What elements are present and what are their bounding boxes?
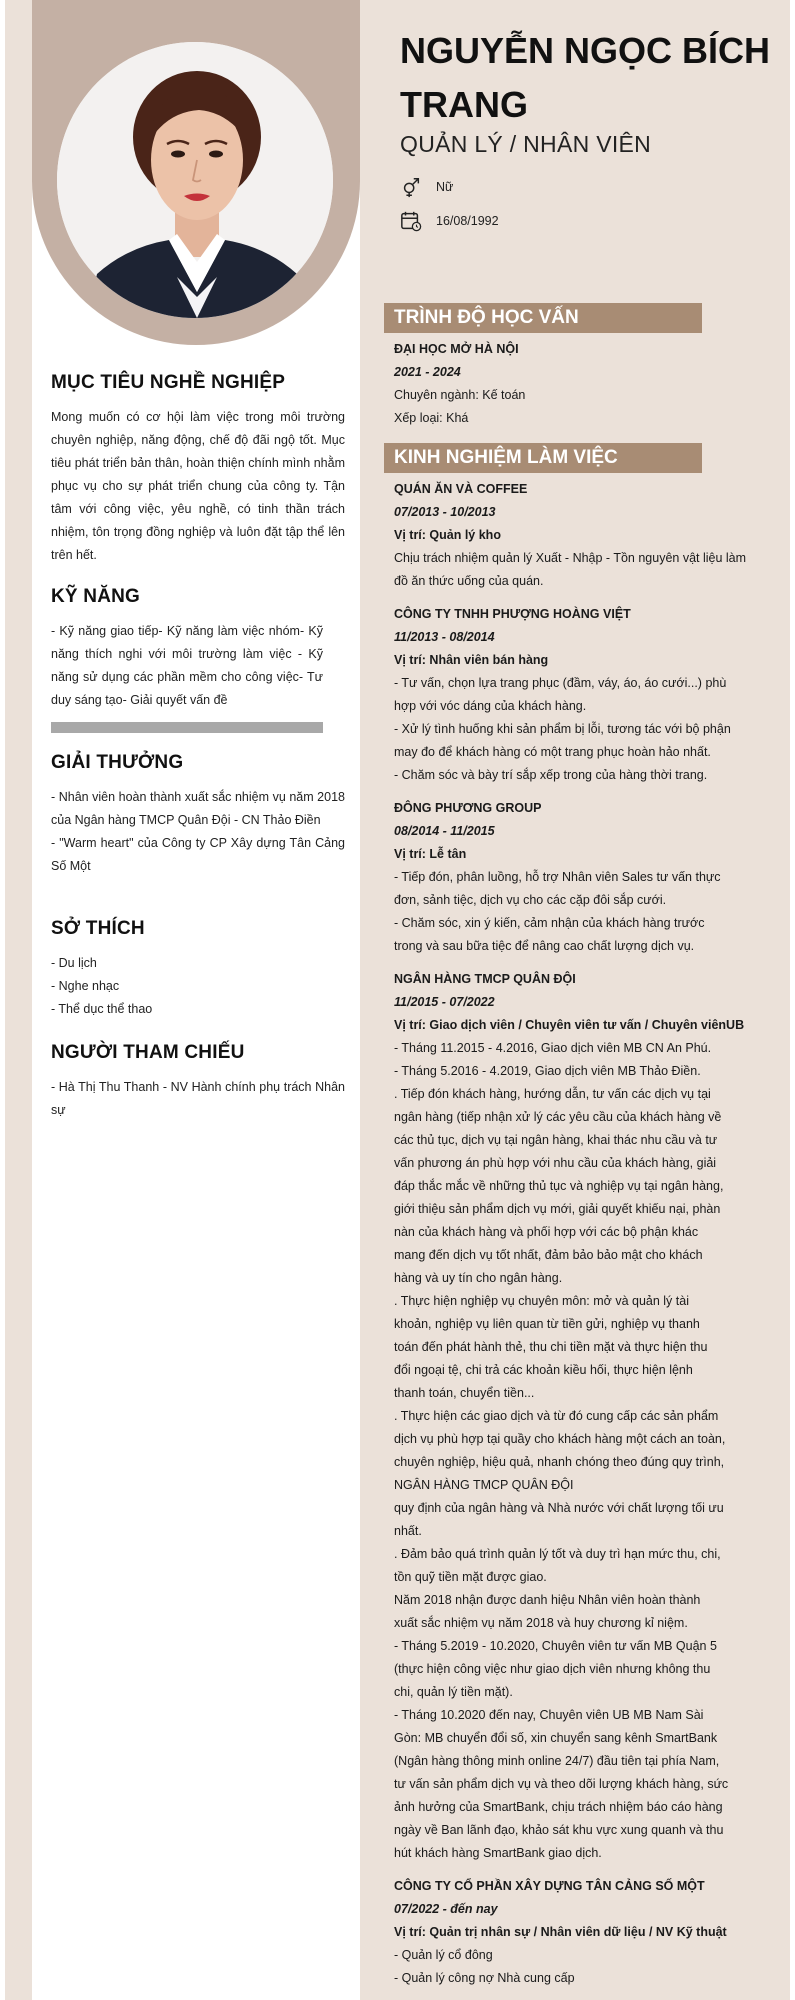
experience-position: Vị trí: Quản trị nhân sự / Nhân viên dữ liệu / NV Kỹ thuật xyxy=(394,1925,727,1939)
experience-detail-line: đơn, sảnh tiệc, dịch vụ cho các cặp đôi sắp cưới. xyxy=(394,893,667,907)
hobby-item: - Du lịch xyxy=(51,956,97,970)
experience-list xyxy=(394,478,764,2000)
experience-period: 11/2013 - 08/2014 xyxy=(394,630,495,644)
education-period: 2021 - 2024 xyxy=(394,365,461,379)
experience-position: Vị trí: Quản lý kho xyxy=(394,528,501,542)
experience-header: KINH NGHIỆM LÀM VIỆC xyxy=(384,443,702,473)
experience-detail-line: - Tiếp đón, phân luồng, hỗ trợ Nhân viên Sales tư vấn thực xyxy=(394,870,721,884)
experience-entry xyxy=(394,478,764,593)
experience-detail-line: ngày về Ban lãnh đạo, khảo sát khu vực xung quanh và thu xyxy=(394,1823,724,1837)
experience-detail-line: Chịu trách nhiệm quản lý Xuất - Nhập - Tồn nguyên vật liệu làm xyxy=(394,551,747,565)
experience-detail-line: may đo để khách hàng có một trang phục hoàn hảo nhất. xyxy=(394,745,711,759)
gender-row xyxy=(400,176,453,198)
portrait-illustration xyxy=(57,42,333,318)
experience-detail-line: - Quản lý công nợ Nhà cung cấp xyxy=(394,1971,575,1985)
left-column xyxy=(32,0,360,2000)
experience-detail-line: - Chăm sóc, xin ý kiến, cảm nhận của khách hàng trước xyxy=(394,916,705,930)
awards-title: GIẢI THƯỞNG xyxy=(51,752,184,773)
experience-detail-line: chi, quản lý tiền mặt). xyxy=(394,1685,513,1699)
experience-detail-line: mang đến dịch vụ tốt nhất, đảm bảo bảo mật cho khách xyxy=(394,1248,703,1262)
experience-position: Vị trí: Lễ tân xyxy=(394,847,467,861)
experience-detail-line: Gòn: MB chuyển đổi số, xin chuyển sang kênh SmartBank xyxy=(394,1731,718,1745)
experience-detail-line: nhất. xyxy=(394,1524,422,1538)
experience-company: QUÁN ĂN VÀ COFFEE xyxy=(394,482,528,496)
experience-detail-line: hút khách hàng SmartBank giao dịch. xyxy=(394,1846,602,1860)
experience-position: Vị trí: Giao dịch viên / Chuyên viên tư vấn / Chuyên viênUB xyxy=(394,1018,745,1032)
hobbies-section xyxy=(51,918,345,1021)
experience-detail-line: các thủ tục, dịch vụ tại ngân hàng, khai thác nhu cầu và tư xyxy=(394,1133,718,1147)
experience-detail-line: chuyên nghiệp, hiệu quả, nhanh chóng theo đúng quy trình, xyxy=(394,1455,725,1469)
experience-detail-line: nàn của khách hàng và phối hợp với các bộ phận khác xyxy=(394,1225,699,1239)
experience-detail-line: đổi ngoại tệ, chi trả các khoản kiều hối, thực hiện lệnh xyxy=(394,1363,693,1377)
experience-detail-line: (thực hiện công việc như giao dịch viên nhưng không thu xyxy=(394,1662,711,1676)
experience-detail-line: hàng và uy tín cho ngân hàng. xyxy=(394,1271,563,1285)
experience-company: NGÂN HÀNG TMCP QUÂN ĐỘI xyxy=(394,972,576,986)
candidate-name: NGUYỄN NGỌC BÍCH TRANG xyxy=(400,30,771,125)
skills-text: - Kỹ năng giao tiếp- Kỹ năng làm việc nhóm- Kỹ năng thích nghi với môi trường làm việc - Kỹ năng sử dụng các phần mềm cho công việc- Tư duy sáng tạo- Giải quyết vấn đề xyxy=(51,624,323,707)
birthdate-value: 16/08/1992 xyxy=(436,214,499,228)
experience-period: 07/2013 - 10/2013 xyxy=(394,505,496,519)
experience-detail-line: ngân hàng (tiếp nhận xử lý các yêu cầu của khách hàng về xyxy=(394,1110,722,1124)
experience-detail-line: . Tiếp đón khách hàng, hướng dẫn, tư vấn các dịch vụ tại xyxy=(394,1087,711,1101)
candidate-role: QUẢN LÝ / NHÂN VIÊN xyxy=(400,131,652,157)
experience-company: CÔNG TY TNHH PHƯỢNG HOÀNG VIỆT xyxy=(394,607,631,621)
page-margin-right xyxy=(790,0,795,2000)
experience-detail-line: toán đến phát hành thẻ, thu chi tiền mặt và thực hiện thu xyxy=(394,1340,708,1354)
birthdate-row xyxy=(400,210,499,232)
experience-detail-line: (Ngân hàng thông minh online 24/7) đầu tiên tại phía Nam, xyxy=(394,1754,720,1768)
experience-detail-line: - Tư vấn, chọn lựa trang phục (đầm, váy, áo, áo cưới...) phù xyxy=(394,676,727,690)
experience-detail-line: - Tháng 5.2016 - 4.2019, Giao dịch viên MB Thảo Điền. xyxy=(394,1064,701,1078)
experience-position: Vị trí: Nhân viên bán hàng xyxy=(394,653,549,667)
skill-level-bar xyxy=(51,722,323,733)
experience-detail-line: . Thực hiện các giao dịch và từ đó cung cấp các sản phẩm xyxy=(394,1409,719,1423)
experience-detail-line: - Chăm sóc và bày trí sắp xếp trong của hàng thời trang. xyxy=(394,768,708,782)
experience-detail-line: - Tháng 5.2019 - 10.2020, Chuyên viên tư vấn MB Quận 5 xyxy=(394,1639,717,1653)
experience-detail-line: xuất sắc nhiệm vụ năm 2018 và huy chương kỉ niệm. xyxy=(394,1616,688,1630)
experience-entry xyxy=(394,603,764,787)
experience-period: 08/2014 - 11/2015 xyxy=(394,824,495,838)
experience-detail-line: . Đảm bảo quá trình quản lý tốt và duy trì hạn mức thu, chi, xyxy=(394,1547,721,1561)
experience-detail-line: - Tháng 11.2015 - 4.2016, Giao dịch viên MB CN An Phú. xyxy=(394,1041,712,1055)
career-objective-text: Mong muốn có cơ hội làm việc trong môi trường chuyên nghiệp, năng động, chế độ đãi ngộ tốt. Mục tiêu phát triển bản thân, hoàn thiện chính mình nhằm phục vụ cho sự phát triển chung của công ty. Tận tâm với công việc, yêu nghề, có tinh thần trách nhiệm, tôn trọng đồng nghiệp và luôn đặt tập thể lên trên hết. xyxy=(51,410,345,562)
experience-detail-line: đáp thắc mắc về những thủ tục và nghiệp vụ tại ngân hàng, xyxy=(394,1179,724,1193)
experience-detail-line: vấn phương án phù hợp với nhu cầu của khách hàng, giải xyxy=(394,1156,717,1170)
experience-period: 11/2015 - 07/2022 xyxy=(394,995,495,1009)
experience-detail-line: hợp với vóc dáng của khách hàng. xyxy=(394,699,587,713)
experience-detail-line: . Thực hiện nghiệp vụ chuyên môn: mở và quản lý tài xyxy=(394,1294,689,1308)
photo-frame xyxy=(32,0,360,345)
education-header: TRÌNH ĐỘ HỌC VẤN xyxy=(384,303,702,333)
skills-section xyxy=(51,586,345,733)
experience-detail-line: đồ ăn thức uống của quán. xyxy=(394,574,544,588)
references-section xyxy=(51,1042,345,1122)
experience-detail-line: - Xử lý tình huống khi sản phẩm bị lỗi, tương tác với bộ phận xyxy=(394,722,731,736)
education-block xyxy=(394,338,764,430)
hobby-item: - Nghe nhạc xyxy=(51,979,120,993)
hobbies-title: SỞ THÍCH xyxy=(51,918,145,939)
education-school: ĐẠI HỌC MỞ HÀ NỘI xyxy=(394,342,519,356)
experience-entry xyxy=(394,968,764,1865)
experience-detail-line: NGÂN HÀNG TMCP QUÂN ĐỘI xyxy=(394,1478,574,1492)
hobby-item: - Thể dục thể thao xyxy=(51,1002,153,1016)
experience-detail-line: - Quản lý cổ đông xyxy=(394,1948,493,1962)
experience-detail-line: thanh toán, chuyển tiền... xyxy=(394,1386,535,1400)
references-title: NGƯỜI THAM CHIẾU xyxy=(51,1042,245,1063)
gender-value: Nữ xyxy=(436,180,454,194)
experience-entry xyxy=(394,1875,764,1990)
experience-detail-line: - Tháng 10.2020 đến nay, Chuyên viên UB MB Nam Sài xyxy=(394,1708,704,1722)
education-grade: Xếp loại: Khá xyxy=(394,411,469,425)
award-item: - Nhân viên hoàn thành xuất sắc nhiệm vụ năm 2018 của Ngân hàng TMCP Quân Đội - CN Thảo Điền xyxy=(51,790,345,827)
experience-company: ĐÔNG PHƯƠNG GROUP xyxy=(394,801,542,815)
references-text: - Hà Thị Thu Thanh - NV Hành chính phụ trách Nhân sự xyxy=(51,1080,345,1117)
experience-entry xyxy=(394,797,764,958)
portrait-photo xyxy=(57,42,333,318)
experience-detail-line: tư vấn sản phẩm dịch vụ và theo dõi lượng khách hàng, sức xyxy=(394,1777,729,1791)
page-margin-left xyxy=(0,0,5,2000)
experience-detail-line: khoản, nghiệp vụ liên quan từ tiền gửi, nghiệp vụ thanh xyxy=(394,1317,700,1331)
experience-detail-line: giới thiệu sản phẩm dịch vụ mới, giải quyết khiếu nại, phàn xyxy=(394,1202,721,1216)
award-item: - "Warm heart" của Công ty CP Xây dựng Tân Cảng Số Một xyxy=(51,836,345,873)
experience-detail-line: Năm 2018 nhận được danh hiệu Nhân viên hoàn thành xyxy=(394,1593,701,1607)
experience-detail-line: quy định của ngân hàng và Nhà nước với chất lượng tối ưu xyxy=(394,1501,724,1515)
calendar-icon xyxy=(400,210,422,232)
experience-period: 07/2022 - đến nay xyxy=(394,1902,498,1916)
experience-detail-line: dịch vụ phù hợp tại quầy cho khách hàng một cách an toàn, xyxy=(394,1432,726,1446)
experience-detail-line: ảnh hưởng của SmartBank, chịu trách nhiệm báo cáo hàng xyxy=(394,1800,723,1814)
awards-section xyxy=(51,752,345,878)
skills-title: KỸ NĂNG xyxy=(51,586,141,607)
education-major: Chuyên ngành: Kế toán xyxy=(394,388,526,402)
experience-company: CÔNG TY CỔ PHẦN XÂY DỰNG TÂN CẢNG SỐ MỘT xyxy=(394,1879,705,1893)
experience-detail-line: trong và sau bữa tiệc để nâng cao chất lượng dịch vụ. xyxy=(394,939,695,953)
career-objective-section xyxy=(51,372,345,567)
career-objective-title: MỤC TIÊU NGHỀ NGHIỆP xyxy=(51,372,286,393)
gender-icon xyxy=(400,176,422,198)
experience-detail-line: tồn quỹ tiền mặt được giao. xyxy=(394,1570,547,1584)
